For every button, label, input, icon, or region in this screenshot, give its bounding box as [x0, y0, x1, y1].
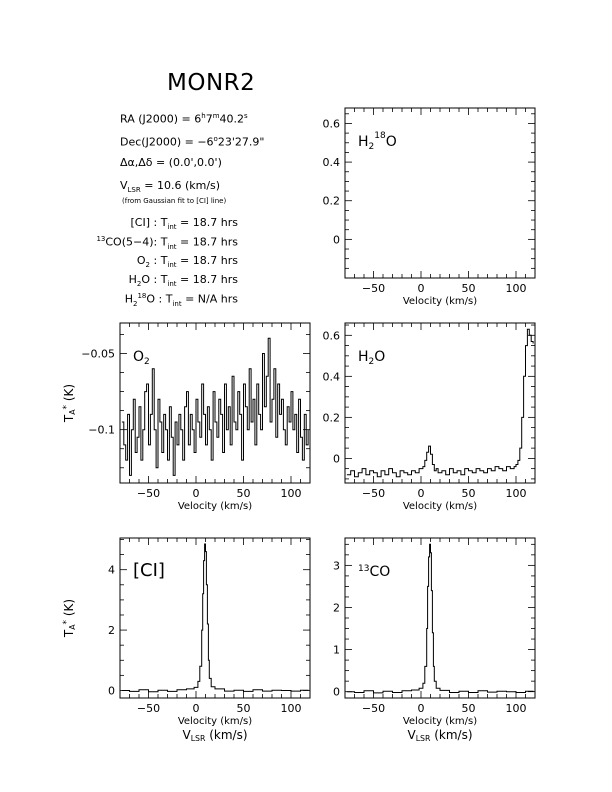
- y-tick-label: 2: [333, 601, 340, 615]
- int-h218o-mid: O : T: [146, 292, 173, 306]
- x-tick-label: 50: [461, 702, 476, 715]
- plot-frame: [345, 538, 535, 698]
- int-ci-sub: int: [167, 223, 177, 232]
- int-h2o-mid: O : T: [141, 273, 168, 286]
- int-o2-post: = 18.7 hrs: [176, 254, 238, 267]
- x-axis-label: Velocity (km/s): [177, 716, 253, 727]
- x-tick-label: 0: [192, 702, 200, 715]
- panel-label: H2O: [358, 349, 386, 367]
- y-axis-label: TA* (K): [61, 598, 78, 638]
- int-ci-pre: [CI] : T: [130, 216, 168, 229]
- int-o2-pre: O: [136, 254, 146, 267]
- dec-label: Dec(J2000) =: [120, 135, 194, 149]
- x-tick-label: 50: [461, 282, 476, 295]
- ra-s: 40.2: [219, 112, 245, 126]
- panel-label: 13CO: [358, 564, 391, 580]
- ra-label: RA (J2000) =: [120, 112, 191, 126]
- dec-s: 27.9: [234, 135, 260, 149]
- y-tick-label: 4: [108, 563, 115, 577]
- x-tick-label: 0: [417, 702, 425, 715]
- x-tick-label: −50: [361, 487, 386, 500]
- x-tick-label: −50: [136, 487, 161, 500]
- y-tick-label: 0.6: [322, 117, 340, 131]
- y-tick-label: 0: [108, 684, 115, 698]
- int-h218o-sub2: 2: [132, 299, 138, 308]
- int-13co-sub: int: [167, 242, 177, 251]
- dec-m: 23: [217, 135, 232, 149]
- y-axis-label: TA* (K): [61, 383, 78, 423]
- int-o2-sub2: 2: [145, 261, 150, 270]
- int-o2-mid: : T: [150, 254, 168, 267]
- offset-value: (0.0',0.0'): [168, 156, 222, 169]
- y-tick-label: −0.05: [81, 347, 115, 361]
- x-tick-label: −50: [361, 282, 386, 295]
- int-13co-sup: 13: [96, 235, 106, 243]
- x-tick-label: 0: [417, 487, 425, 500]
- x-axis-label: Velocity (km/s): [402, 716, 478, 727]
- x-axis-label: Velocity (km/s): [402, 296, 478, 307]
- x-tick-label: 50: [461, 487, 476, 500]
- int-13co-post: = 18.7 hrs: [176, 235, 238, 249]
- x-axis-label: Velocity (km/s): [177, 501, 253, 512]
- x-axis-label-2: VLSR (km/s): [407, 728, 473, 744]
- y-tick-label: 0: [333, 685, 340, 699]
- int-h2o-sub: int: [167, 280, 177, 289]
- panel-o2: [62, 323, 310, 512]
- y-tick-label: 0: [333, 233, 340, 247]
- int-h218o-sup2: 18: [137, 292, 147, 300]
- x-tick-label: −50: [361, 702, 386, 715]
- vlsr-label: V: [120, 179, 128, 192]
- int-h218o-pre: H: [124, 292, 133, 306]
- dec-d: −6: [197, 135, 214, 149]
- int-h2o-post: = 18.7 hrs: [176, 273, 238, 286]
- int-h218o-post: = N/A hrs: [181, 292, 238, 306]
- x-tick-label: −50: [136, 702, 161, 715]
- y-tick-label: 3: [333, 559, 340, 573]
- int-h2o-sub2: 2: [136, 280, 142, 289]
- y-tick-label: 0.6: [322, 329, 340, 343]
- page-title: MONR2: [167, 70, 256, 96]
- y-tick-label: 0.2: [322, 194, 340, 208]
- x-axis-label: Velocity (km/s): [402, 501, 478, 512]
- x-tick-label: 50: [236, 702, 251, 715]
- x-tick-label: 0: [417, 282, 425, 295]
- x-tick-label: 100: [505, 487, 527, 500]
- dec-line: $Dec(J2000) = -6^o23'27.9$": [120, 135, 265, 149]
- y-tick-label: 0.4: [322, 370, 340, 384]
- offset-label: Δα,Δδ =: [120, 156, 166, 169]
- int-ci-post: = 18.7 hrs: [176, 216, 238, 229]
- plot-frame: [345, 323, 535, 483]
- x-tick-label: 100: [505, 282, 527, 295]
- vlsr-sub: LSR: [127, 186, 141, 195]
- vlsr-value: = 10.6 (km/s): [144, 179, 221, 192]
- panel-13co: [333, 538, 535, 743]
- x-tick-label: 100: [505, 702, 527, 715]
- vlsr-note: (from Gaussian fit to [CI] line): [122, 197, 227, 205]
- y-tick-label: 0.4: [322, 156, 340, 170]
- x-tick-label: 100: [280, 487, 302, 500]
- y-tick-label: 0.2: [322, 411, 340, 425]
- ra-h: 6: [194, 112, 202, 126]
- y-tick-label: 0: [333, 452, 340, 466]
- panel-ci: [62, 538, 310, 743]
- y-tick-label: −0.1: [88, 423, 115, 437]
- ra-m: 7: [205, 112, 213, 126]
- x-tick-label: 50: [236, 487, 251, 500]
- x-tick-label: 100: [280, 702, 302, 715]
- int-h218o-sub: int: [172, 299, 182, 308]
- panel-h2o: [323, 323, 536, 512]
- x-axis-label-2: VLSR (km/s): [182, 728, 248, 744]
- panel-label: [CI]: [133, 560, 165, 581]
- panel-h218o: [323, 108, 536, 307]
- ra-line: RA (J2000) = 6$^h$7$^m$40.2$^s$: [120, 112, 248, 126]
- spectrum-line: [122, 338, 308, 475]
- int-o2-sub: int: [167, 261, 177, 270]
- panel-label: O2: [133, 349, 150, 367]
- y-tick-label: 1: [333, 643, 340, 657]
- panel-label: H218O: [358, 130, 397, 152]
- int-13co-pre: CO(5−4): T: [105, 235, 168, 249]
- int-h2o-pre: H: [128, 273, 137, 286]
- y-tick-label: 2: [108, 624, 115, 638]
- x-tick-label: 0: [192, 487, 200, 500]
